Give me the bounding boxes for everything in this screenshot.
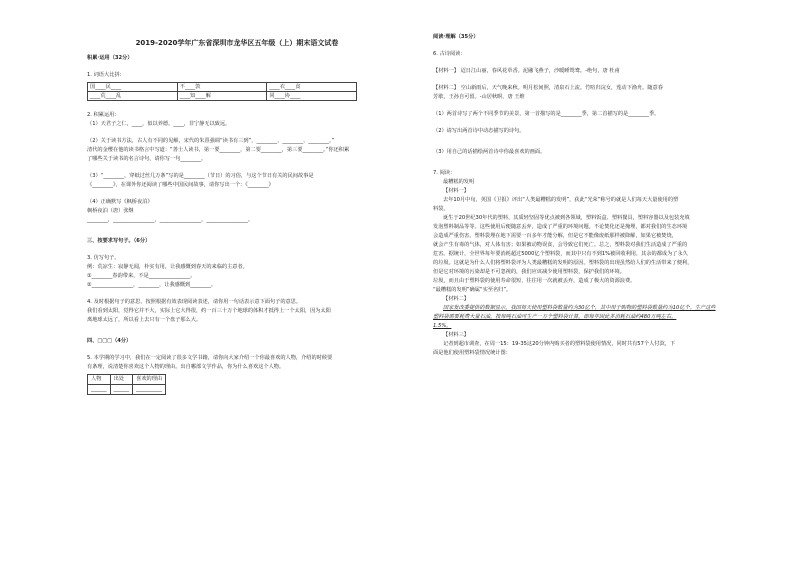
q6-sub-3: （3）用自己的话描绘两首诗中你最喜欢的画面。 — [433, 149, 546, 155]
q3-line: ②________________，________，让我感慨到________。 — [87, 282, 217, 288]
q1-cell: ____荒____乱 — [88, 92, 178, 101]
table-header: 出处 — [110, 375, 133, 385]
table-header: 喜欢的理由 — [133, 375, 166, 385]
q6-material-1: 【材料一】 迢日江山丽，春风花草香。泥融飞燕子，沙暖睡鸳鸯。-绝句，唐 杜甫 — [433, 68, 620, 74]
q7-para: 危害。据统计，全世界每年要消耗超过5000亿个塑料袋，而其中只有不到1%被回收利用，其余的都成为了永久 — [433, 251, 688, 257]
table-row — [88, 375, 166, 385]
table-header: 人物 — [88, 375, 111, 385]
q7-para: 塑料袋需要耗费大量石油，按每吨石油可生产一万个塑料袋计算，即每年因此多消耗石油约480万吨左右。 — [433, 314, 677, 320]
table-row — [88, 385, 166, 395]
q2-line: ________，________________，________________，________________。 — [87, 217, 254, 223]
q2-line: 清代的金缨在他的读书格言中写道：“善士人读书，第一要________，第二要________，第三要________。”你还积累 — [87, 147, 350, 153]
q1-cell: 不____敦 — [177, 83, 267, 92]
left-column — [87, 30, 387, 395]
q1-label: 1. 词语大比拼： — [87, 72, 125, 78]
q6-label: 6. 古诗阅读： — [433, 51, 466, 57]
section-header-reading: 阅读·理解（35分） — [433, 34, 479, 40]
q7-material-2: 【材料二】 — [443, 296, 469, 302]
q6-sub-1: （1）两首诗写了两个不同季节的美景，第一首描写的是________季，第二首描写的是________季。 — [433, 111, 660, 117]
q1-cell: ____知____解 — [177, 92, 267, 101]
q7-para: 诞生于20世纪30年代的塑料，其质轻坚固等优点被到各领域，塑料饭盒、塑料餐具，塑料容器以及包装充填 — [443, 215, 690, 221]
q1-table — [87, 82, 357, 101]
q4-line: 我们看到太阳，觉得它并不大，实际上它大得很，约一百三十万个地球的体积才抵得上一个太阳，因为太阳 — [87, 308, 331, 314]
q7-material-3: 【材料三】 — [443, 332, 469, 338]
q7-material-1: 【材料一】 — [443, 188, 469, 194]
q2-line: 枫桥夜泊（唐）张继 — [87, 208, 134, 214]
q2-label: 2. 积累运用： — [87, 112, 120, 118]
q4-line: 离地球太远了，所以看上去只有一个盘子那么大。 — [87, 317, 202, 323]
table-row — [88, 92, 357, 101]
blank-cell: __________ — [133, 385, 166, 395]
q2-line: （2）关于读书方法，古人有不同的见解，宋代的朱熹强调“读书有三到”，________、________、________。” — [87, 138, 335, 144]
section-header-4: 四、□□□（4分） — [87, 338, 132, 344]
q5-line: 5. 本学期的学习中，我们在一定阅读了很多文学书籍，请你向大家介绍一个你最喜欢的人物，介绍的时候要 — [87, 355, 333, 361]
q7-para: 料袋。 — [433, 206, 449, 212]
q7-label: 7. 阅读： — [433, 170, 456, 176]
q4-label: 4. 及时根据句子的意思，按照根据有效表现阅读表述，请你用一句话表示意下面句子的意思。 — [87, 299, 302, 305]
q1-cell: ____衣____食 — [267, 83, 357, 92]
q7-para: 发泡塑料制品等等。这些使用后便随意丢弃，造成了严重的环境问题。不论焚化还是掩埋，都对我们的生态环境 — [433, 224, 688, 230]
right-column — [433, 30, 743, 359]
q7-para: 但是它对环境的污染却是不可忽视的，我们应该减少使用塑料袋，保护我们的环境。 — [433, 269, 625, 275]
q7-para: 面是他们使用塑料袋情况统计图： — [433, 350, 511, 356]
q1-cell: 同____协____ — [267, 92, 357, 101]
q5-table — [87, 374, 166, 395]
q7-para: “最糟糕的发明”确属“实至名归”。 — [433, 287, 512, 293]
q7-title: 最糟糕的发明 — [443, 179, 475, 185]
q7-para: 记者到超市调查，在周一15：19-35这20分钟内购买者的塑料袋使用情况，同时共有57个人付款，下 — [443, 341, 676, 347]
q2-line: （4）正确默写《枫桥夜泊》 — [87, 199, 153, 205]
section-header-1: 积累·运用（32分） — [87, 55, 133, 61]
blank-cell: ______ — [110, 385, 133, 395]
q7-para: 1.5%。 — [433, 323, 452, 329]
q7-para: 去年10月中旬，英国《卫报》评出“人类最糟糕的发明”，获此“光荣”称号的就是人们每天大量使用的塑 — [443, 197, 679, 203]
q7-para: 就会产生有毒的气体，对人体有害；如果被动物误食，会导致它们死亡。总之，塑料袋对我们生活造成了严重的 — [433, 242, 688, 248]
blank-cell: ______ — [88, 385, 111, 395]
q3-label: 3. 仿写句子。 — [87, 255, 120, 261]
table-row — [88, 83, 357, 92]
q7-para: 会造成严重伤害。塑料袋埋在地下需要一百多年才能分解，但是它不能像废纸那样被降解，如果它被焚烧， — [433, 233, 677, 239]
q2-line: 了哪些关于读书的名言诗句，请你写一句________。 — [87, 156, 207, 162]
q7-para: 国家发改委提供的数据显示，我国每天使用塑料袋数量约为30亿个，其中用于购物的塑料袋数量约为10亿个。生产这些 — [443, 305, 716, 311]
q3-line: 例：荒凉生：寂静无闻，朴实有用，让我感慨到春天的来临的主意者。 — [87, 264, 248, 270]
q7-para: 的垃圾。这就是为什么人们将塑料袋评为人类最糟糕的发明的原因。塑料袋的出现虽然给人们的生活带来了便利， — [433, 260, 693, 266]
q1-cell: 国____民____ — [88, 83, 178, 92]
q5-line: 有条理，说清楚你喜欢这个人物的理由。出自哪部文学作品，你为什么喜欢这个人物。 — [87, 364, 285, 370]
section-header-3: 三、按要求写句子。（6分） — [87, 238, 151, 244]
q2-line: （1）天君子之仁，____，似以养德。____，非宁静无以致远。 — [87, 121, 231, 127]
q6-material-2: 【材料二】 空山新雨后，天气晚来秋。明月松间照，清泉石上流。竹喧归浣女，莲动下渔舟。随意春 — [433, 85, 663, 91]
q6-sub-2: （2）请写出两首诗中动态描写的诗句。 — [433, 128, 525, 134]
q7-para: 垃圾，而且由于塑料袋的使用寿命很短，往往用一次就被丢弃，造成了极大的资源浪费。 — [433, 278, 636, 284]
q2-line: 《________》，在课外你还阅读了哪些中国民间故事，请你写出一个：《________》 — [87, 182, 274, 188]
q2-line: （3）“________，穿纸过丝几万条”写的是________（节日）的习俗，与这个节日有关的民间故事是 — [87, 173, 314, 179]
page-title: 2019-2020学年广东省深圳市龙华区五年级（上）期末语文试卷 — [135, 39, 339, 47]
q3-line: ①________春韵带来，不是________________。 — [87, 273, 196, 279]
q6-material-2b: 芳歇，王孙自可留。-山居秋暝，唐 王维 — [433, 94, 525, 100]
